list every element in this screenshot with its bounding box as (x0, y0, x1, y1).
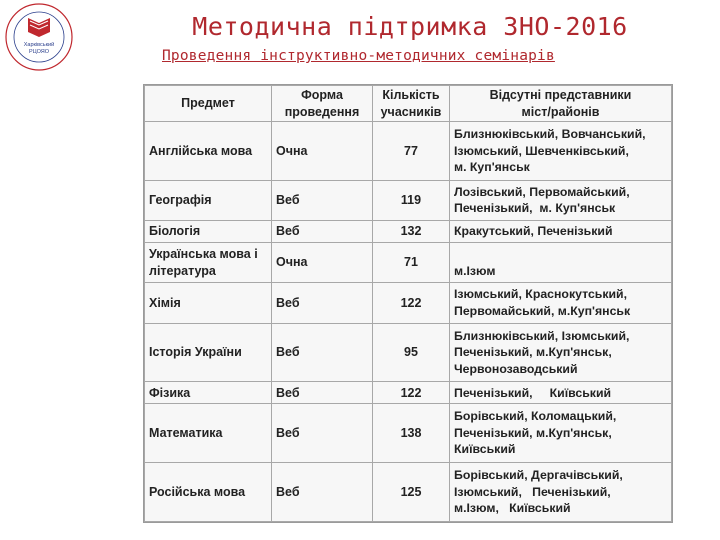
cell-subject-line: література (149, 263, 216, 278)
cell-form: Очна (272, 242, 373, 282)
table-row (145, 382, 672, 404)
cell-absent-line: Кракутський, Печенізький (454, 224, 613, 239)
cell-absent-line: Ізюмський, Печенізький, (454, 484, 611, 499)
cell-absent-line (454, 246, 667, 263)
cell-absent-line: Лозівський, Первомайський, (454, 184, 630, 199)
cell-form: Веб (272, 323, 373, 382)
cell-absent (450, 221, 672, 243)
cell-absent-line: Близнюківський, Ізюмський, (454, 328, 630, 343)
table-row (145, 323, 672, 382)
header-subject (145, 86, 272, 122)
page-title: Методична підтримка ЗНО-2016 (192, 12, 628, 41)
cell-form: Веб (272, 283, 373, 323)
cell-absent (450, 122, 672, 181)
cell-absent-line: Київський (454, 442, 516, 457)
cell-absent (450, 382, 672, 404)
cell-form: Веб (272, 463, 373, 522)
cell-subject-line: Англійська мова (149, 143, 253, 158)
cell-absent-line: Первомайський, м.Куп'янськ (454, 303, 631, 318)
cell-subject (145, 122, 272, 181)
table-header-row (145, 86, 672, 122)
cell-subject (145, 463, 272, 522)
cell-subject (145, 221, 272, 243)
cell-subject (145, 382, 272, 404)
header-absent-line-1: Відсутні представники (489, 88, 632, 102)
book-seal-logo-icon (4, 2, 74, 72)
cell-absent-line: Червонозаводський (454, 361, 578, 376)
header-form-line-2: проведення (284, 104, 360, 119)
cell-absent-line: Ізюмський, Краснокутський, (454, 287, 628, 302)
cell-absent (450, 242, 672, 282)
header-count-line-2: учасників (380, 104, 442, 119)
cell-form: Веб (272, 404, 373, 463)
header-absent (450, 86, 672, 122)
cell-count: 71 (373, 242, 450, 282)
cell-form: Веб (272, 221, 373, 243)
table-row (145, 463, 672, 522)
cell-subject-line: Біологія (149, 224, 201, 239)
cell-absent-line: Печенізький, м.Куп'янськ, (454, 345, 612, 360)
page-subtitle: Проведення інструктивно-методичних семінарів (162, 48, 555, 64)
cell-absent (450, 283, 672, 323)
seminars-table-container (143, 84, 673, 523)
header-form-line-1: Форма (301, 88, 343, 102)
cell-absent-line: Печенізький, Київський (454, 385, 612, 400)
cell-absent-line: Печенізький, м. Куп'янськ (454, 201, 616, 216)
cell-subject-line: Російська мова (149, 484, 246, 499)
cell-count: 77 (373, 122, 450, 181)
cell-count: 125 (373, 463, 450, 522)
cell-subject-line: Фізика (149, 385, 191, 400)
cell-count: 122 (373, 382, 450, 404)
cell-subject-line: Математика (149, 425, 223, 440)
cell-form: Очна (272, 122, 373, 181)
cell-absent-line: Ізюмський, Шевченківський, (454, 143, 629, 158)
cell-subject-line: Історія України (149, 345, 242, 360)
cell-subject-line: Хімія (149, 295, 181, 310)
header-count-line-1: Кількість (382, 88, 440, 102)
cell-count: 132 (373, 221, 450, 243)
cell-absent-line: Борівський, Коломацький, (454, 409, 617, 424)
cell-absent-line: м.Ізюм, Київський (454, 501, 571, 516)
cell-absent-line: Печенізький, м.Куп'янськ, (454, 425, 612, 440)
cell-subject (145, 404, 272, 463)
cell-absent (450, 323, 672, 382)
logo-text-line-1: Харківський (23, 42, 55, 48)
cell-subject-line: Географія (149, 193, 212, 208)
cell-subject (145, 283, 272, 323)
cell-subject (145, 242, 272, 282)
cell-absent-line: м. Куп'янськ (454, 160, 530, 175)
cell-absent (450, 404, 672, 463)
logo (4, 2, 74, 72)
cell-count: 119 (373, 180, 450, 220)
table-row (145, 404, 672, 463)
table-row (145, 221, 672, 243)
cell-absent-line: Борівський, Дергачівський, (454, 468, 623, 483)
cell-absent-line: м.Ізюм (454, 263, 496, 278)
table-row (145, 122, 672, 181)
cell-count: 122 (373, 283, 450, 323)
cell-form: Веб (272, 382, 373, 404)
cell-absent (450, 463, 672, 522)
table-row (145, 180, 672, 220)
logo-text-line-2: РЦОЯО (28, 49, 50, 55)
table-row (145, 283, 672, 323)
cell-count: 95 (373, 323, 450, 382)
cell-subject-line: Українська мова і (149, 247, 258, 262)
cell-absent (450, 180, 672, 220)
header-form (272, 86, 373, 122)
cell-form: Веб (272, 180, 373, 220)
header-count (373, 86, 450, 122)
cell-count: 138 (373, 404, 450, 463)
table-body (145, 122, 672, 522)
cell-absent-line: Близнюківський, Вовчанський, (454, 127, 646, 142)
table-row (145, 242, 672, 282)
logo-book-shape (28, 18, 50, 37)
header-subject-text: Предмет (181, 96, 235, 111)
cell-subject (145, 180, 272, 220)
cell-subject (145, 323, 272, 382)
header-absent-line-2: міст/районів (521, 104, 600, 119)
seminars-table (144, 85, 672, 522)
